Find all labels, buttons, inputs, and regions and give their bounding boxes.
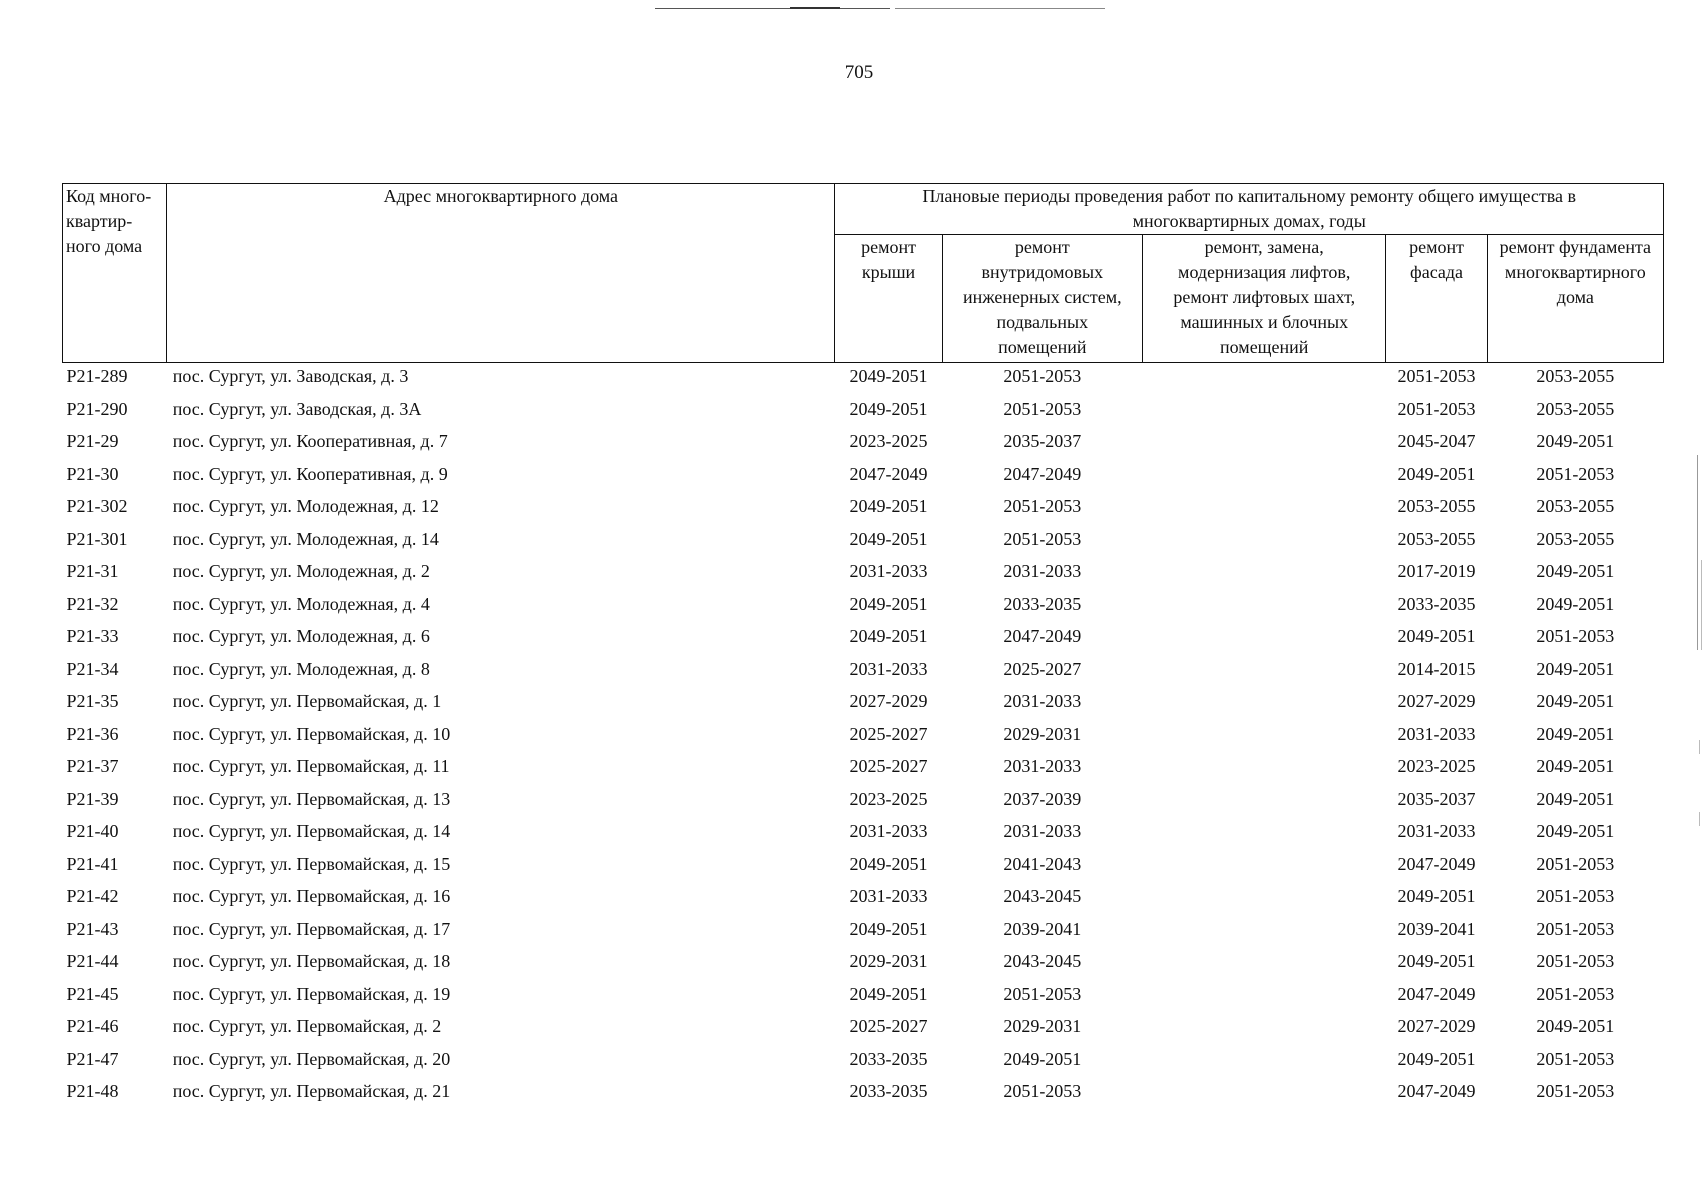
- cell-address: пос. Сургут, ул. Молодежная, д. 4: [172, 593, 430, 614]
- cell-lifts: [1143, 851, 1386, 884]
- header-line: ремонт фундамента: [1499, 237, 1652, 257]
- cell-code: Р21-289: [66, 366, 128, 386]
- cell-foundation: 2051-2053: [1536, 1048, 1615, 1069]
- cell-foundation: 2051-2053: [1536, 918, 1615, 939]
- cell-facade: 2051-2053: [1397, 366, 1476, 386]
- table-row: [63, 461, 1664, 494]
- table-row: [63, 916, 1664, 949]
- cell-engineering: 2051-2053: [1003, 366, 1082, 386]
- cell-roof: 2049-2051: [849, 398, 928, 419]
- cell-foundation: 2051-2053: [1536, 1081, 1615, 1101]
- header-facade-lines: [1388, 235, 1484, 285]
- cell-lifts: [1143, 753, 1386, 786]
- cell-facade: 2031-2033: [1397, 821, 1476, 841]
- cell-foundation: 2051-2053: [1536, 463, 1615, 484]
- cell-roof: 2023-2025: [849, 788, 928, 809]
- cell-engineering: 2047-2049: [1003, 463, 1082, 484]
- table-row: [63, 948, 1664, 981]
- cell-foundation: 2051-2053: [1536, 983, 1615, 1004]
- cell-address: пос. Сургут, ул. Заводская, д. 3А: [172, 398, 422, 419]
- cell-address: пос. Сургут, ул. Первомайская, д. 15: [172, 853, 451, 874]
- cell-engineering: 2041-2043: [1003, 853, 1082, 874]
- cell-address: пос. Сургут, ул. Первомайская, д. 17: [172, 918, 451, 939]
- cell-facade: 2049-2051: [1397, 626, 1476, 646]
- cell-engineering: 2025-2027: [1003, 658, 1082, 679]
- cell-lifts: [1143, 428, 1386, 461]
- header-line: инженерных систем,: [962, 287, 1122, 307]
- cell-lifts: [1143, 786, 1386, 819]
- header-code-lines: [66, 184, 164, 259]
- cell-roof: 2027-2029: [849, 691, 928, 711]
- header-line: Плановые периоды проведения работ по капитальному ремонту общего имущества в: [922, 186, 1577, 206]
- cell-address: пос. Сургут, ул. Молодежная, д. 6: [172, 626, 430, 646]
- cell-facade: 2045-2047: [1397, 431, 1476, 451]
- header-line: внутридомовых: [981, 262, 1104, 282]
- cell-foundation: 2053-2055: [1536, 398, 1615, 419]
- table-row: [63, 558, 1664, 591]
- cell-facade: 2035-2037: [1397, 788, 1476, 809]
- table-row: [63, 851, 1664, 884]
- table-row: [63, 656, 1664, 689]
- cell-code: Р21-42: [66, 886, 119, 906]
- cell-address: пос. Сургут, ул. Кооперативная, д. 7: [172, 431, 448, 451]
- cell-facade: 2051-2053: [1397, 398, 1476, 419]
- header-lifts-lines: [1145, 235, 1383, 360]
- cell-lifts: [1143, 818, 1386, 851]
- cell-foundation: 2049-2051: [1536, 723, 1615, 744]
- cell-lifts: [1143, 721, 1386, 754]
- cell-engineering: 2031-2033: [1003, 561, 1082, 581]
- header-facade: [1386, 235, 1487, 363]
- cell-facade: 2027-2029: [1397, 1016, 1476, 1036]
- cell-address: пос. Сургут, ул. Первомайская, д. 16: [172, 886, 451, 906]
- table-row: [63, 1013, 1664, 1046]
- cell-roof: 2049-2051: [849, 496, 928, 516]
- cell-address: пос. Сургут, ул. Первомайская, д. 14: [172, 821, 451, 841]
- header-line: модернизация лифтов,: [1178, 262, 1351, 282]
- cell-code: Р21-39: [66, 788, 119, 809]
- cell-facade: 2053-2055: [1397, 528, 1476, 549]
- cell-lifts: [1143, 461, 1386, 494]
- cell-lifts: [1143, 623, 1386, 656]
- table-body: [63, 363, 1664, 1111]
- header-line: ремонт, замена,: [1204, 237, 1324, 257]
- header-address: Адрес многоквартирного дома: [167, 184, 835, 363]
- cell-engineering: 2029-2031: [1003, 723, 1082, 744]
- header-lifts: [1143, 235, 1386, 363]
- cell-engineering: 2051-2053: [1003, 528, 1082, 549]
- cell-engineering: 2043-2045: [1003, 886, 1082, 906]
- cell-code: Р21-33: [66, 626, 119, 646]
- cell-facade: 2049-2051: [1397, 1048, 1476, 1069]
- header-line: дома: [1556, 287, 1594, 307]
- cell-roof: 2025-2027: [849, 1016, 928, 1036]
- cell-code: Р21-40: [66, 821, 119, 841]
- cell-foundation: 2051-2053: [1536, 886, 1615, 906]
- cell-roof: 2031-2033: [849, 886, 928, 906]
- cell-foundation: 2049-2051: [1536, 1016, 1615, 1036]
- header-line: ремонт: [861, 237, 916, 257]
- table-row: [63, 1078, 1664, 1111]
- cell-engineering: 2043-2045: [1003, 951, 1082, 971]
- header-line: ремонт: [1409, 237, 1464, 257]
- cell-engineering: 2051-2053: [1003, 983, 1082, 1004]
- cell-roof: 2031-2033: [849, 821, 928, 841]
- cell-code: Р21-37: [66, 756, 119, 776]
- cell-address: пос. Сургут, ул. Первомайская, д. 20: [172, 1048, 451, 1069]
- header-engineering-lines: [945, 235, 1140, 360]
- cell-roof: 2029-2031: [849, 951, 928, 971]
- header-line: ремонт лифтовых шахт,: [1173, 287, 1356, 307]
- header-line: многоквартирных домах, годы: [1132, 211, 1366, 231]
- cell-facade: 2031-2033: [1397, 723, 1476, 744]
- cell-roof: 2031-2033: [849, 561, 928, 581]
- header-line: помещений: [998, 337, 1087, 357]
- cell-roof: 2047-2049: [849, 463, 928, 484]
- header-foundation-lines: [1490, 235, 1661, 310]
- scan-edge-mark: [1699, 740, 1700, 754]
- header-line: помещений: [1220, 337, 1309, 357]
- cell-code: Р21-36: [66, 723, 119, 744]
- cell-address: пос. Сургут, ул. Первомайская, д. 1: [172, 691, 442, 711]
- header-engineering: [942, 235, 1142, 363]
- cell-code: Р21-41: [66, 853, 119, 874]
- cell-engineering: 2031-2033: [1003, 756, 1082, 776]
- cell-roof: 2033-2035: [849, 1048, 928, 1069]
- header-periods-lines: [837, 184, 1661, 234]
- cell-address: пос. Сургут, ул. Первомайская, д. 18: [172, 951, 451, 971]
- header-roof: [835, 235, 942, 363]
- cell-engineering: 2035-2037: [1003, 431, 1082, 451]
- cell-roof: 2049-2051: [849, 366, 928, 386]
- cell-engineering: 2047-2049: [1003, 626, 1082, 646]
- cell-roof: 2049-2051: [849, 853, 928, 874]
- cell-lifts: [1143, 1046, 1386, 1079]
- cell-roof: 2031-2033: [849, 658, 928, 679]
- cell-lifts: [1143, 916, 1386, 949]
- cell-facade: 2017-2019: [1397, 561, 1476, 581]
- cell-address: пос. Сургут, ул. Молодежная, д. 2: [172, 561, 430, 581]
- cell-lifts: [1143, 981, 1386, 1014]
- cell-engineering: 2037-2039: [1003, 788, 1082, 809]
- cell-foundation: 2051-2053: [1536, 951, 1615, 971]
- cell-engineering: 2031-2033: [1003, 821, 1082, 841]
- cell-address: пос. Сургут, ул. Первомайская, д. 13: [172, 788, 451, 809]
- table-row: [63, 623, 1664, 656]
- cell-foundation: 2053-2055: [1536, 528, 1615, 549]
- scan-edge-mark: [1701, 560, 1702, 650]
- cell-foundation: 2049-2051: [1536, 756, 1615, 776]
- cell-foundation: 2049-2051: [1536, 788, 1615, 809]
- cell-facade: 2047-2049: [1397, 983, 1476, 1004]
- table-row: [63, 428, 1664, 461]
- cell-address: пос. Сургут, ул. Молодежная, д. 8: [172, 658, 430, 679]
- cell-engineering: 2031-2033: [1003, 691, 1082, 711]
- header-line: квартир-: [66, 211, 133, 231]
- cell-address: пос. Сургут, ул. Первомайская, д. 2: [172, 1016, 442, 1036]
- table-row: [63, 1046, 1664, 1079]
- cell-foundation: 2049-2051: [1536, 561, 1615, 581]
- header-line: крыши: [861, 262, 916, 282]
- table-row: [63, 591, 1664, 624]
- cell-address: пос. Сургут, ул. Первомайская, д. 21: [172, 1081, 451, 1101]
- cell-lifts: [1143, 363, 1386, 396]
- cell-roof: 2049-2051: [849, 918, 928, 939]
- cell-roof: 2049-2051: [849, 593, 928, 614]
- table-header: [63, 184, 1664, 363]
- cell-engineering: 2049-2051: [1003, 1048, 1082, 1069]
- cell-lifts: [1143, 526, 1386, 559]
- cell-code: Р21-47: [66, 1048, 119, 1069]
- cell-facade: 2049-2051: [1397, 463, 1476, 484]
- cell-foundation: 2049-2051: [1536, 431, 1615, 451]
- cell-roof: 2025-2027: [849, 723, 928, 744]
- table-row: [63, 688, 1664, 721]
- top-scan-rule: [895, 8, 1105, 9]
- cell-code: Р21-30: [66, 463, 119, 484]
- cell-facade: 2027-2029: [1397, 691, 1476, 711]
- cell-engineering: 2029-2031: [1003, 1016, 1082, 1036]
- cell-facade: 2014-2015: [1397, 658, 1476, 679]
- header-line: машинных и блочных: [1180, 312, 1349, 332]
- cell-roof: 2049-2051: [849, 528, 928, 549]
- cell-facade: 2047-2049: [1397, 1081, 1476, 1101]
- cell-facade: 2023-2025: [1397, 756, 1476, 776]
- header-line: подвальных: [996, 312, 1089, 332]
- cell-lifts: [1143, 688, 1386, 721]
- cell-code: Р21-45: [66, 983, 119, 1004]
- header-foundation: [1487, 235, 1663, 363]
- header-code: [63, 184, 167, 363]
- header-periods-group: [835, 184, 1664, 235]
- cell-address: пос. Сургут, ул. Молодежная, д. 14: [172, 528, 439, 549]
- cell-lifts: [1143, 591, 1386, 624]
- cell-facade: 2047-2049: [1397, 853, 1476, 874]
- cell-address: пос. Сургут, ул. Кооперативная, д. 9: [172, 463, 448, 484]
- cell-code: Р21-302: [66, 496, 128, 516]
- table-row: [63, 753, 1664, 786]
- cell-code: Р21-290: [66, 398, 128, 419]
- cell-foundation: 2053-2055: [1536, 496, 1615, 516]
- table-row: [63, 526, 1664, 559]
- header-line: ного дома: [66, 236, 143, 256]
- cell-foundation: 2051-2053: [1536, 626, 1615, 646]
- cell-address: пос. Сургут, ул. Первомайская, д. 11: [172, 756, 450, 776]
- cell-code: Р21-32: [66, 593, 119, 614]
- cell-code: Р21-35: [66, 691, 119, 711]
- cell-lifts: [1143, 396, 1386, 429]
- table-row: [63, 981, 1664, 1014]
- table-row: [63, 883, 1664, 916]
- cell-code: Р21-48: [66, 1081, 119, 1101]
- cell-engineering: 2051-2053: [1003, 1081, 1082, 1101]
- header-line: ремонт: [1014, 237, 1070, 257]
- table-row: [63, 396, 1664, 429]
- top-scan-rule: [790, 7, 840, 9]
- cell-foundation: 2049-2051: [1536, 691, 1615, 711]
- table-row: [63, 818, 1664, 851]
- scan-edge-mark: [1697, 455, 1698, 650]
- cell-lifts: [1143, 558, 1386, 591]
- cell-engineering: 2033-2035: [1003, 593, 1082, 614]
- cell-code: Р21-43: [66, 918, 119, 939]
- cell-facade: 2033-2035: [1397, 593, 1476, 614]
- cell-address: пос. Сургут, ул. Первомайская, д. 19: [172, 983, 451, 1004]
- cell-lifts: [1143, 883, 1386, 916]
- cell-roof: 2023-2025: [849, 431, 928, 451]
- cell-code: Р21-29: [66, 431, 119, 451]
- table-row: [63, 493, 1664, 526]
- cell-lifts: [1143, 656, 1386, 689]
- cell-address: пос. Сургут, ул. Молодежная, д. 12: [172, 496, 439, 516]
- cell-facade: 2039-2041: [1397, 918, 1476, 939]
- header-line: фасада: [1410, 262, 1464, 282]
- cell-lifts: [1143, 1013, 1386, 1046]
- cell-address: пос. Сургут, ул. Заводская, д. 3: [172, 366, 409, 386]
- cell-roof: 2025-2027: [849, 756, 928, 776]
- cell-code: Р21-44: [66, 951, 119, 971]
- table-row: [63, 786, 1664, 819]
- cell-code: Р21-31: [66, 561, 119, 581]
- cell-roof: 2049-2051: [849, 626, 928, 646]
- cell-facade: 2053-2055: [1397, 496, 1476, 516]
- cell-foundation: 2049-2051: [1536, 593, 1615, 614]
- cell-engineering: 2051-2053: [1003, 398, 1082, 419]
- cell-code: Р21-301: [66, 528, 128, 549]
- cell-lifts: [1143, 948, 1386, 981]
- cell-code: Р21-34: [66, 658, 119, 679]
- cell-code: Р21-46: [66, 1016, 119, 1036]
- header-line: многоквартирного: [1504, 262, 1646, 282]
- cell-foundation: 2049-2051: [1536, 821, 1615, 841]
- header-roof-lines: [837, 235, 939, 285]
- cell-engineering: 2039-2041: [1003, 918, 1082, 939]
- page-number: 705: [844, 62, 874, 83]
- cell-roof: 2049-2051: [849, 983, 928, 1004]
- scan-edge-mark: [1699, 812, 1700, 826]
- cell-foundation: 2053-2055: [1536, 366, 1615, 386]
- capital-repair-table: [62, 183, 1664, 1111]
- cell-facade: 2049-2051: [1397, 886, 1476, 906]
- cell-foundation: 2049-2051: [1536, 658, 1615, 679]
- cell-facade: 2049-2051: [1397, 951, 1476, 971]
- table-row: [63, 363, 1664, 396]
- top-scan-rule: [655, 8, 890, 9]
- header-line: Код много-: [66, 186, 152, 206]
- cell-foundation: 2051-2053: [1536, 853, 1615, 874]
- cell-address: пос. Сургут, ул. Первомайская, д. 10: [172, 723, 451, 744]
- cell-lifts: [1143, 1078, 1386, 1111]
- cell-lifts: [1143, 493, 1386, 526]
- table-row: [63, 721, 1664, 754]
- cell-roof: 2033-2035: [849, 1081, 928, 1101]
- cell-engineering: 2051-2053: [1003, 496, 1082, 516]
